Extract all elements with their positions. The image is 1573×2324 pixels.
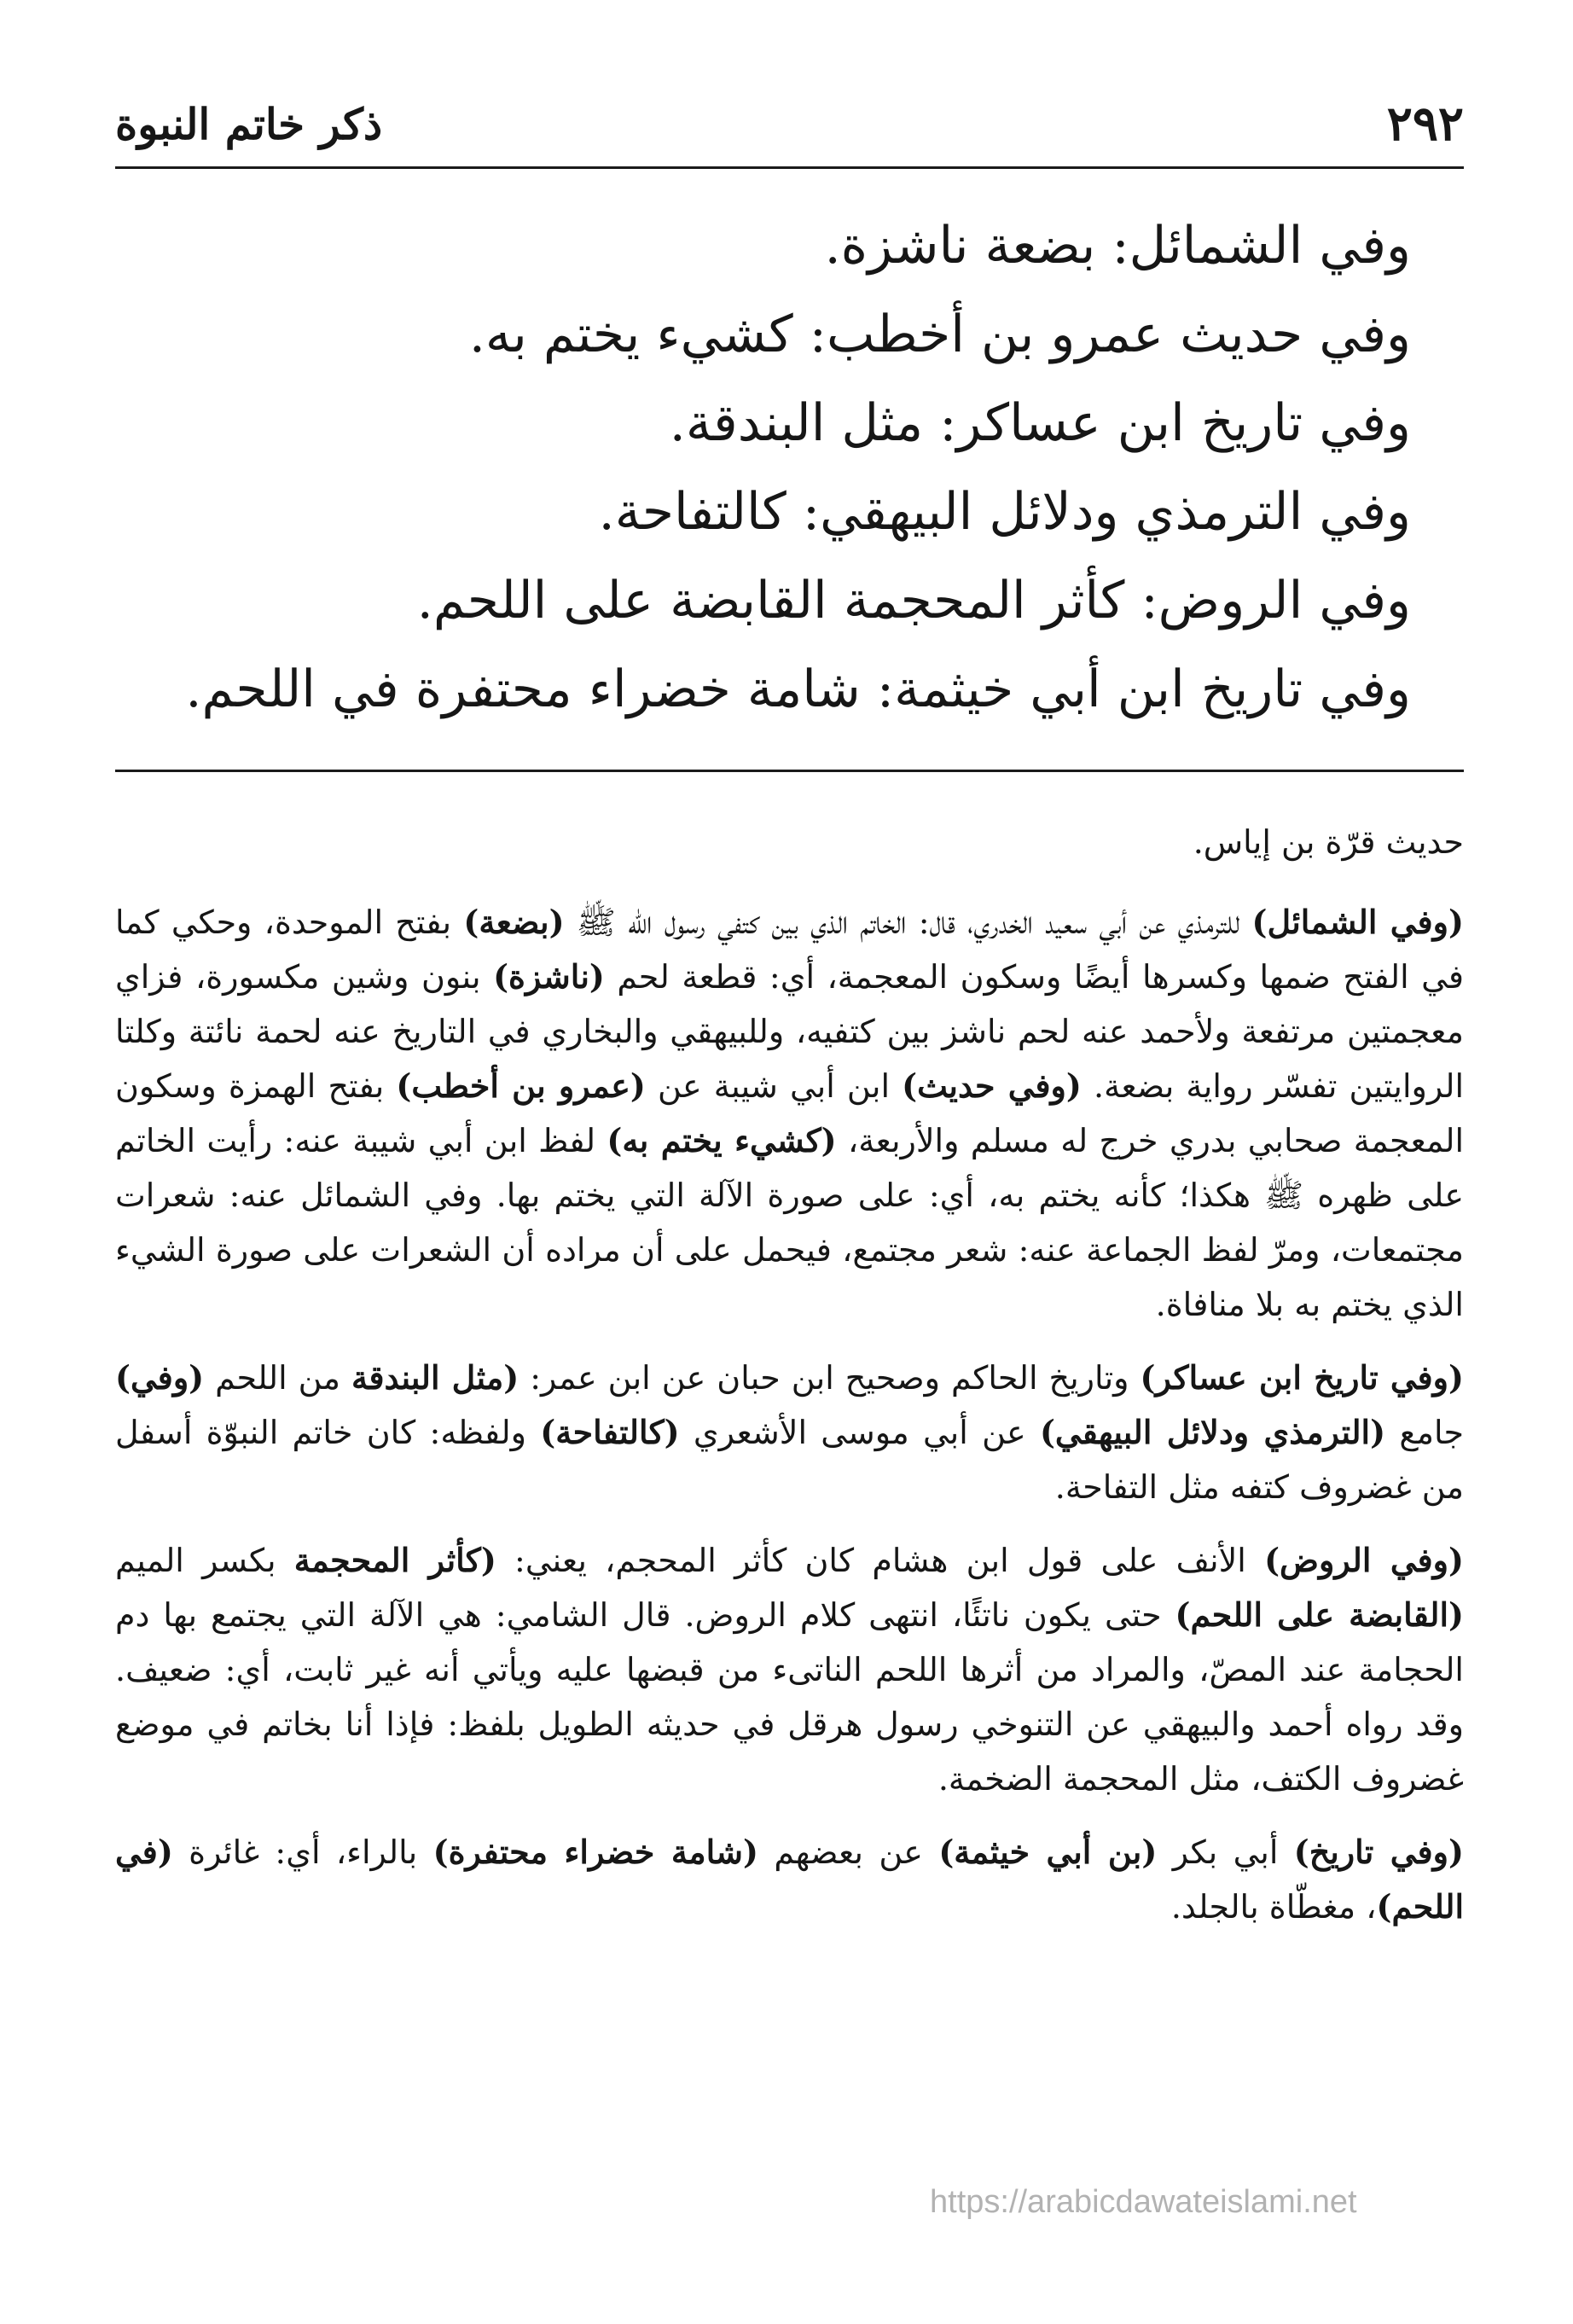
bold-lemma: (كالتفاحة) xyxy=(540,1413,680,1451)
commentary-text-run: وتاريخ الحاكم وصحيح ابن حبان عن ابن عمر: xyxy=(519,1359,1141,1397)
commentary-text-run: بكسر الميم xyxy=(115,1542,294,1579)
commentary-paragraph xyxy=(115,1351,1464,1514)
bold-lemma: (عمرو بن أخطب) xyxy=(396,1066,646,1105)
bold-lemma: (كشيء يختم به) xyxy=(607,1121,837,1159)
commentary-text-run: بالراء، أي: غائرة xyxy=(172,1833,433,1871)
matn-line: وفي حديث عمرو بن أخطب: كشيء يختم به. xyxy=(468,305,1411,364)
commentary-text-run: عن بعضهم xyxy=(758,1833,939,1871)
commentary-text-run: ابن أبي شيبة عن xyxy=(645,1067,903,1105)
bold-lemma: (وفي تاريخ ابن عساكر) xyxy=(1140,1358,1464,1397)
commentary-text xyxy=(115,815,1464,1953)
commentary-text-run: ولفظه: كان خاتم النبوّة أسفل من غضروف كتفه مثل التفاحة. xyxy=(115,1414,1464,1506)
bold-lemma: (في اللحم) xyxy=(115,1833,1464,1926)
matn-line: وفي الشمائل: بضعة ناشزة. xyxy=(824,216,1411,276)
commentary-text-run: للترمذي عن أبي سعيد الخدري، قال: الخاتم الذي بين كتفي رسول الله ﷺ xyxy=(564,903,1252,941)
bold-lemma: (وفي حديث) xyxy=(902,1066,1082,1105)
commentary-text-run: حتى يكون ناتئًا، انتهى كلام الروض. قال الشامي: هي الآلة التي يجتمع بها دم الحجامة عند المصّ، والمراد من أثرها اللحم الناتىء من قبضها عليه ويأتي أنه غير ثابت، أي: ضعيف. وقد رواه أحمد والبيهقي عن التنوخي رسول هرقل في حديثه الطويل بلفظ: فإذا أنا بخاتم في موضع غضروف الكتف، مثل المحجمة الضخمة. xyxy=(115,1596,1464,1798)
matn-line: وفي تاريخ ابن أبي خيثمة: شامة خضراء محتفرة في اللحم. xyxy=(185,659,1411,719)
commentary-intro: حديث قرّة بن إياس. xyxy=(1193,823,1464,861)
bold-lemma: (وفي تاريخ) xyxy=(1293,1833,1464,1871)
bold-lemma: (القابضة على اللحم) xyxy=(1175,1595,1464,1634)
commentary-text-run: بفتح الهمزة وسكون المعجمة صحابي بدري خرج له مسلم والأربعة، xyxy=(115,1067,1465,1159)
commentary-text-run: جامع xyxy=(1385,1414,1465,1451)
commentary-text-run: أبي بكر xyxy=(1157,1833,1294,1871)
bold-lemma: (بضعة) xyxy=(463,903,565,941)
commentary-text-run: بفتح الموحدة، وحكي كما في الفتح ضمها وكسرها أيضًا وسكون المعجمة، أي: قطعة لحم xyxy=(115,903,1465,996)
bold-lemma: (بن أبي خيثمة) xyxy=(938,1833,1158,1871)
commentary-text-run: بنون وشين مكسورة، فزاي معجمتين مرتفعة ولأحمد عنه لحم ناشز بين كتفيه، وللبيهقي والبخاري في التاريخ عنه لحمة نائتة وكلتا الروايتين تفسّر رواية بضعة. xyxy=(115,958,1465,1105)
commentary-paragraph xyxy=(115,1533,1464,1806)
bold-lemma: (مثل البندقة xyxy=(351,1358,519,1397)
page-header xyxy=(115,81,1464,169)
bold-lemma: (وفي الشمائل) xyxy=(1251,903,1464,941)
commentary-paragraph xyxy=(115,1825,1464,1934)
bold-lemma: (وفي) xyxy=(115,1358,205,1397)
bold-lemma: (الترمذي ودلائل البيهقي) xyxy=(1039,1413,1386,1451)
running-title: ذكر خاتم النبوة xyxy=(115,98,383,149)
section-divider xyxy=(115,770,1464,772)
commentary-text-run: ، مغطّاة بالجلد. xyxy=(1170,1888,1377,1926)
bold-lemma: (وفي الروض) xyxy=(1264,1541,1464,1579)
commentary-text-run: من اللحم xyxy=(204,1359,351,1397)
page-number: ٢٩٢ xyxy=(1386,96,1464,152)
watermark-url: https://arabicdawateislami.net xyxy=(930,2184,1357,2220)
commentary-text-run: عن أبي موسى الأشعري xyxy=(679,1414,1040,1451)
matn-line: وفي تاريخ ابن عساكر: مثل البندقة. xyxy=(669,393,1411,453)
matn-text xyxy=(115,201,1411,734)
bold-lemma: (كأثر المحجمة xyxy=(293,1541,496,1579)
commentary-paragraph xyxy=(115,895,1464,1332)
matn-line: وفي الروض: كأثر المحجمة القابضة على اللحم. xyxy=(416,571,1411,630)
commentary-text-run: الأنف على قول ابن هشام كان كأثر المحجم، يعني: xyxy=(496,1542,1265,1579)
bold-lemma: (ناشزة) xyxy=(493,957,605,996)
bold-lemma: (شامة خضراء محتفرة) xyxy=(432,1833,758,1871)
commentary-text-run: لفظ ابن أبي شيبة عنه: رأيت الخاتم على ظهره ﷺ هكذا؛ كأنه يختم به، أي: على صورة الآلة التي يختم بها. وفي الشمائل عنه: شعرات مجتمعات، ومرّ لفظ الجماعة عنه: شعر مجتمع، فيحمل على أن مراده أن الشعرات على صورة الشيء الذي يختم به بلا منافاة. xyxy=(115,1122,1464,1323)
matn-line: وفي الترمذي ودلائل البيهقي: كالتفاحة. xyxy=(598,482,1411,542)
